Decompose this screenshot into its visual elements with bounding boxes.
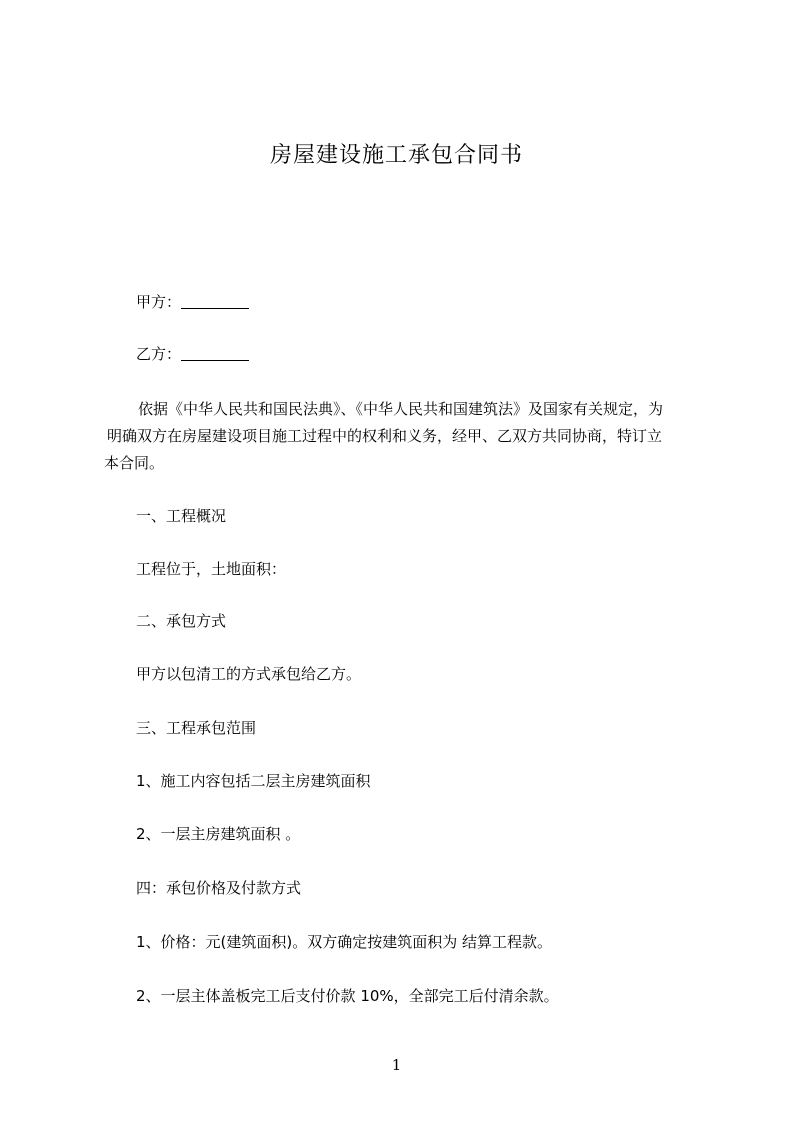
section-1-heading: 一、工程概况 bbox=[136, 507, 227, 525]
section-2-heading: 二、承包方式 bbox=[136, 612, 227, 630]
section-4-item-2: 2、一层主体盖板完工后支付价款 10%，全部完工后付清余款。 bbox=[136, 987, 559, 1005]
section-4-heading: 四：承包价格及付款方式 bbox=[136, 879, 302, 897]
section-3-item-1: 1、施工内容包括二层主房建筑面积 bbox=[136, 772, 371, 790]
section-3-item-2: 2、一层主房建筑面积 。 bbox=[136, 825, 301, 843]
intro-line-2: 明确双方在房屋建设项目施工过程中的权利和义务，经甲、乙双方共同协商，特订立 bbox=[107, 427, 663, 445]
party-b-label: 乙方： bbox=[136, 345, 182, 363]
party-a-blank bbox=[181, 292, 249, 309]
party-b-blank bbox=[181, 344, 249, 361]
intro-line-3: 本合同。 bbox=[104, 454, 165, 472]
intro-line-1: 依据《中华人民共和国民法典》、《中华人民共和国建筑法》及国家有关规定，为 bbox=[138, 400, 664, 418]
page-title: 房屋建设施工承包合同书 bbox=[269, 143, 523, 168]
page-number: 1 bbox=[391, 1056, 402, 1074]
section-1-text: 工程位于，土地面积： bbox=[136, 560, 287, 578]
party-a-line bbox=[136, 290, 249, 314]
section-2-text: 甲方以包清工的方式承包给乙方。 bbox=[136, 665, 362, 683]
party-a-label: 甲方： bbox=[136, 293, 182, 311]
party-b-line bbox=[136, 342, 249, 366]
section-4-item-1: 1、价格：元(建筑面积)。双方确定按建筑面积为 结算工程款。 bbox=[136, 933, 553, 951]
section-3-heading: 三、工程承包范围 bbox=[136, 719, 257, 737]
